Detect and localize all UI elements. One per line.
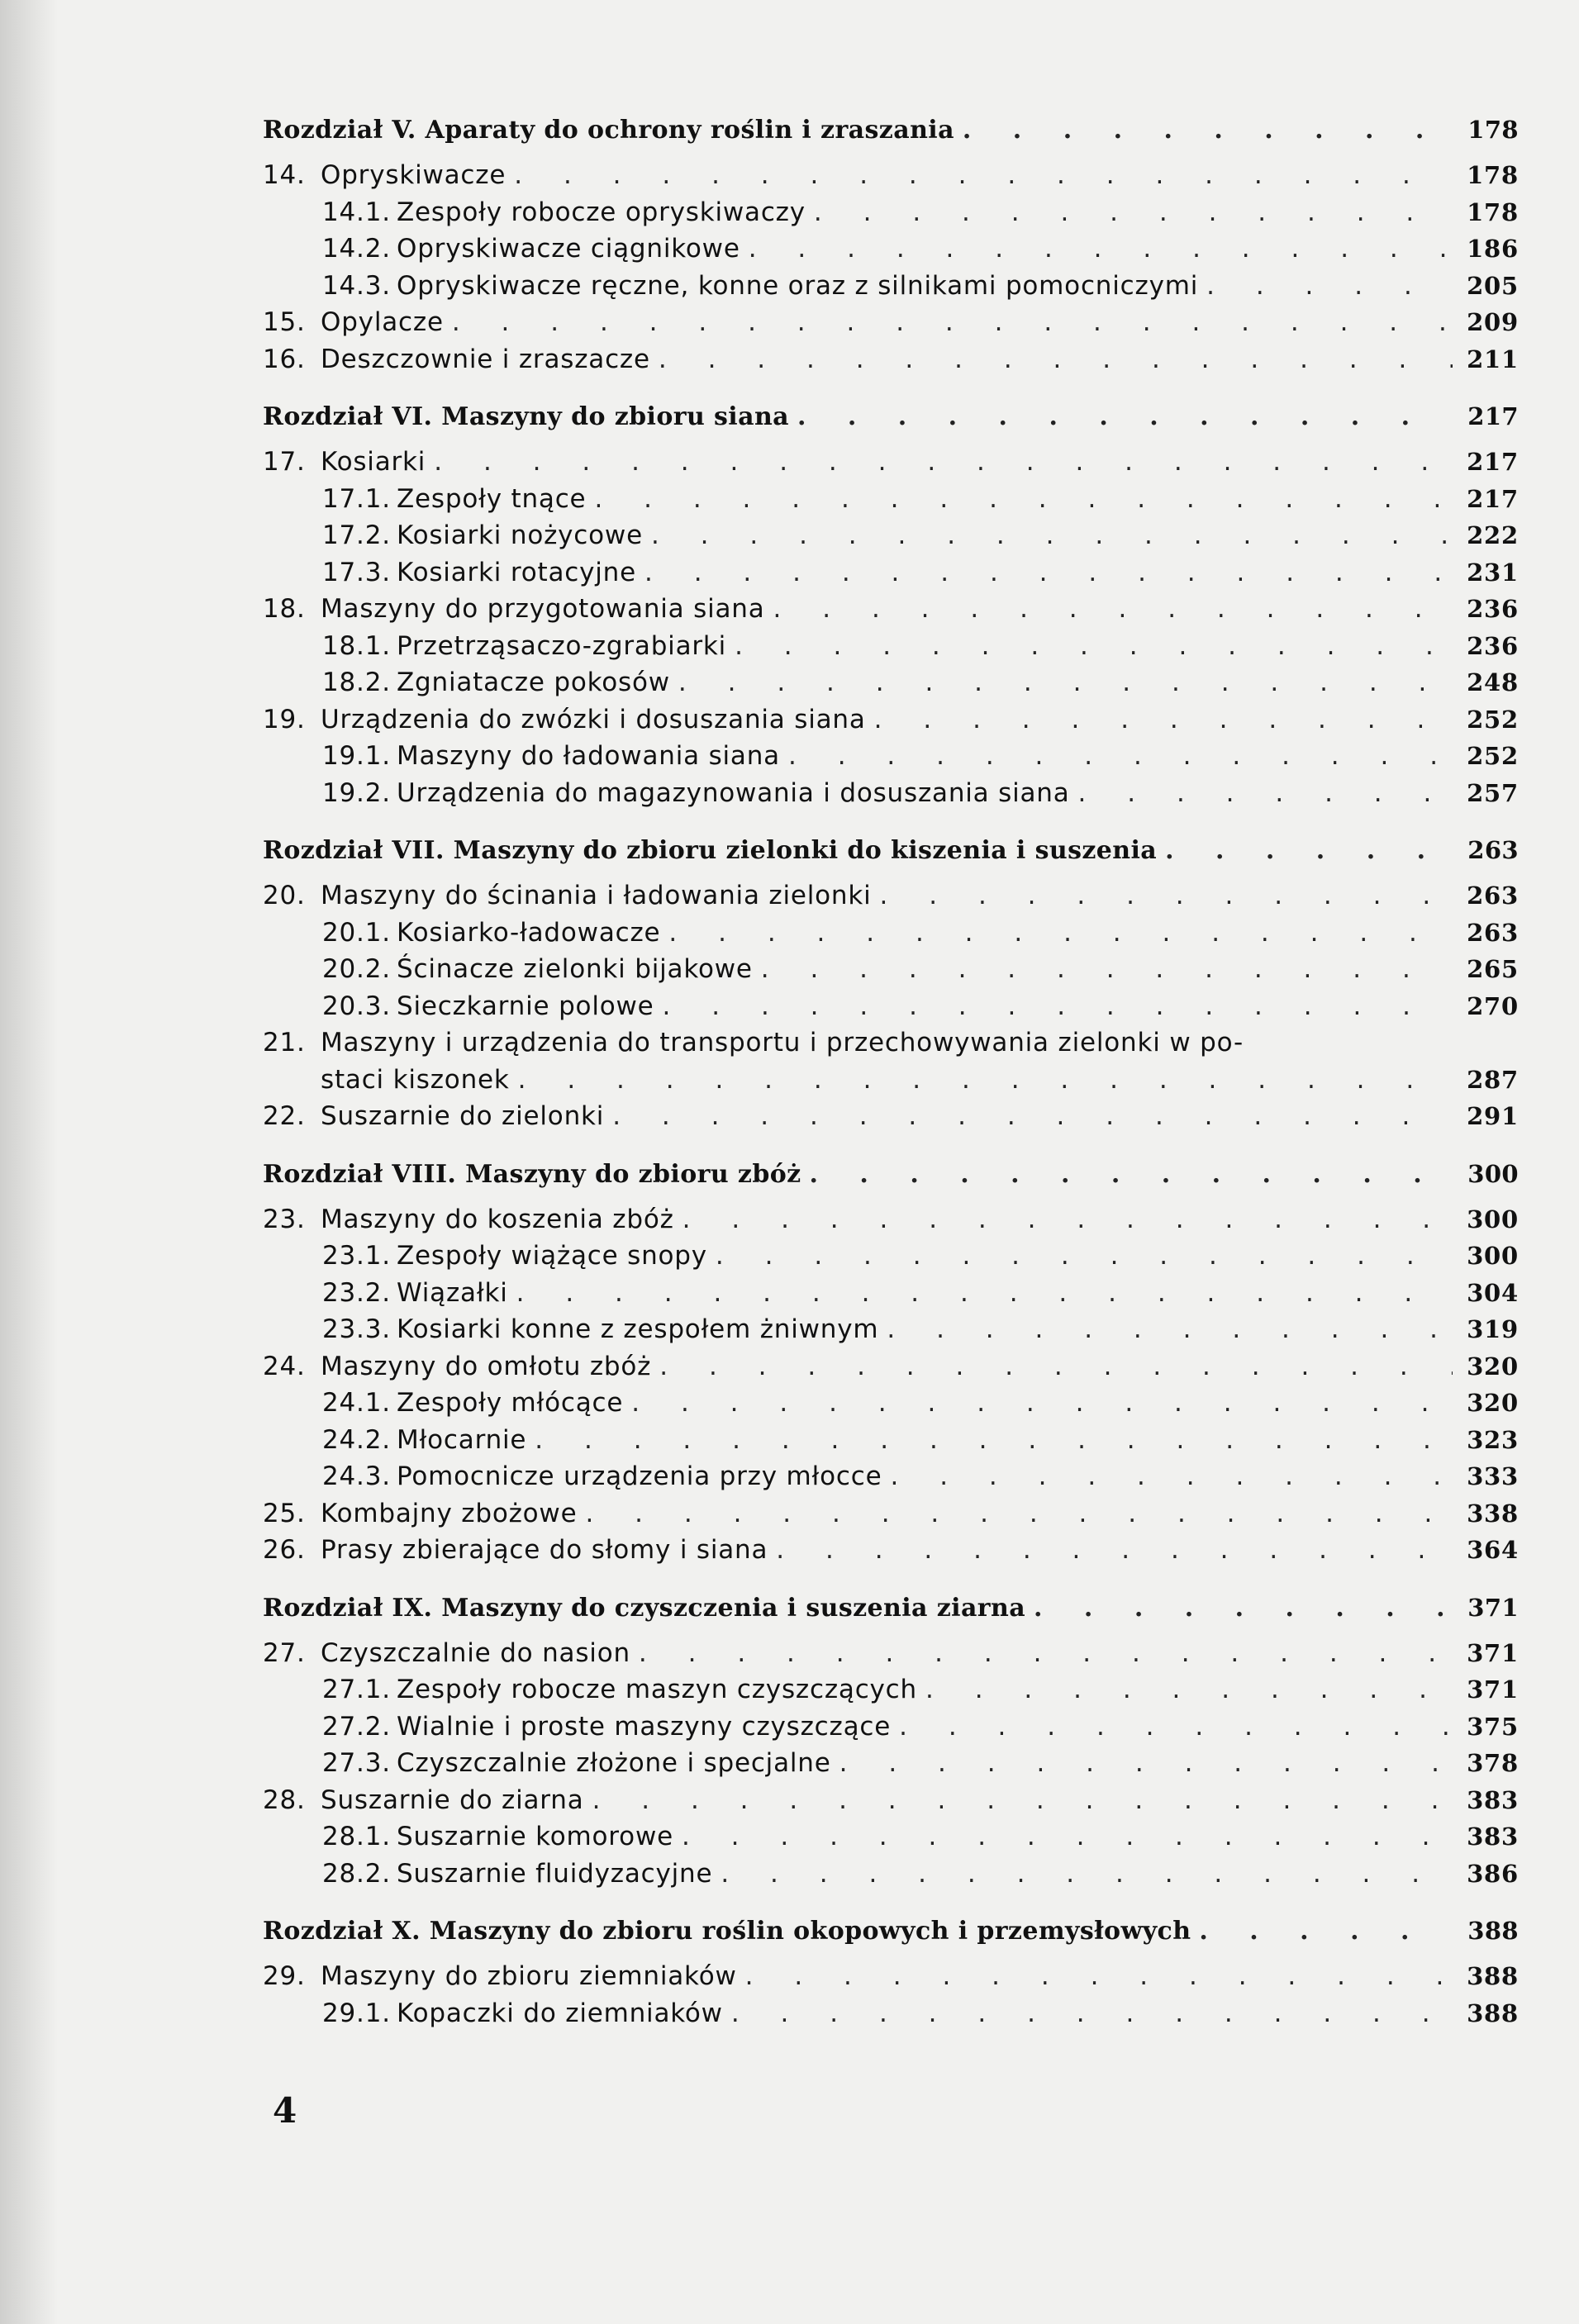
entry-title: Urządzenia do zwózki i dosuszania siana [321, 704, 866, 734]
entry-title: Zespoły robocze maszyn czyszczących [397, 1675, 917, 1704]
dot-leader [516, 1278, 1453, 1308]
entry-page-number: 378 [1467, 1749, 1519, 1777]
dot-leader [535, 1425, 1453, 1455]
chapter-title: Rozdział VI. Maszyny do zbioru siana [263, 402, 789, 431]
toc-entry [263, 1535, 1519, 1572]
entry-number: 18.1. [322, 630, 391, 661]
entry-page-number: 263 [1467, 882, 1519, 910]
toc-entry [263, 1314, 1519, 1352]
toc-entry [263, 1241, 1519, 1278]
entry-page-number: 383 [1467, 1785, 1519, 1814]
dot-leader [663, 991, 1453, 1021]
dot-leader [731, 1998, 1453, 2028]
entry-number: 27.1. [322, 1675, 391, 1704]
entry-title: Suszarnie fluidyzacyjne [397, 1858, 713, 1889]
entry-number: 27.2. [322, 1711, 391, 1742]
toc-entry [263, 1859, 1519, 1896]
toc-entry [263, 1638, 1519, 1675]
dot-leader [749, 234, 1453, 264]
entry-number: 19.2. [322, 777, 391, 808]
dot-leader [651, 520, 1453, 550]
dot-leader [644, 558, 1453, 587]
entry-page-number: 386 [1467, 1859, 1519, 1888]
entry-page-number: 263 [1467, 918, 1519, 947]
toc-entry [263, 197, 1519, 235]
dot-leader [874, 705, 1453, 734]
entry-page-number: 205 [1467, 271, 1519, 300]
entry-page-number: 252 [1467, 705, 1519, 734]
dot-leader [1206, 271, 1453, 301]
entry-page-number: 371 [1467, 1675, 1519, 1704]
dot-leader [1078, 778, 1453, 808]
chapter-page-number: 263 [1467, 836, 1519, 864]
chapter-page-number: 300 [1467, 1159, 1519, 1188]
entry-page-number: 252 [1467, 742, 1519, 770]
toc-entry [263, 1998, 1519, 2036]
table-of-contents [263, 116, 1519, 2035]
dot-leader [668, 918, 1453, 948]
entry-number: 18. [263, 594, 306, 624]
chapter-title: Rozdział IX. Maszyny do czyszczenia i suszenia ziarna [263, 1593, 1026, 1623]
entry-page-number: 300 [1467, 1242, 1519, 1270]
entry-number: 27. [263, 1637, 306, 1668]
dot-leader [1165, 836, 1453, 865]
entry-number: 20.3. [322, 991, 391, 1021]
toc-entry [263, 1961, 1519, 1998]
chapter-page-number: 371 [1467, 1593, 1519, 1622]
entry-title: Opryskiwacze ręczne, konne oraz z silnikami pomocniczymi [397, 270, 1199, 301]
dot-leader [518, 1065, 1453, 1095]
entry-number: 21. [263, 1028, 306, 1057]
entry-number: 20. [263, 881, 306, 910]
toc-entry [263, 1065, 1519, 1102]
dot-leader [1199, 1917, 1453, 1946]
entry-number: 29. [263, 1961, 306, 1991]
entry-page-number: 333 [1467, 1462, 1519, 1490]
entry-number: 23.1. [322, 1241, 391, 1271]
toc-entry [263, 954, 1519, 991]
page-number: 4 [273, 2090, 297, 2131]
dot-leader [631, 1388, 1453, 1418]
entry-page-number: 371 [1467, 1638, 1519, 1667]
entry-number: 22. [263, 1101, 306, 1131]
entry-number: 17.1. [322, 483, 391, 514]
entry-title: Młocarnie [397, 1424, 527, 1455]
toc-entry [263, 1352, 1519, 1389]
toc-entry [263, 234, 1519, 271]
dot-leader [797, 402, 1453, 431]
toc-entry [263, 345, 1519, 382]
entry-number: 18.2. [322, 668, 391, 697]
dot-leader [788, 741, 1453, 771]
dot-leader [678, 668, 1453, 697]
entry-number: 23. [263, 1204, 306, 1234]
toc-entry [263, 1675, 1519, 1712]
dot-leader [1034, 1594, 1453, 1623]
entry-number: 25. [263, 1498, 306, 1528]
entry-number: 28.1. [322, 1822, 391, 1851]
entry-number: 19. [263, 704, 306, 734]
entry-page-number: 388 [1467, 1998, 1519, 2027]
entry-number: 14. [263, 160, 306, 190]
toc-entry [263, 307, 1519, 345]
entry-page-number: 300 [1467, 1205, 1519, 1233]
toc-entry [263, 594, 1519, 631]
dot-leader [716, 1241, 1453, 1271]
toc-entry [263, 631, 1519, 668]
dot-leader [891, 1461, 1453, 1491]
entry-title: Wialnie i proste maszyny czyszczące [397, 1711, 892, 1742]
chapter-heading [263, 1160, 1519, 1196]
entry-page-number: 231 [1467, 558, 1519, 587]
entry-number: 23.2. [322, 1277, 391, 1308]
entry-title: Kombajny zbożowe [321, 1498, 578, 1528]
toc-entry [263, 705, 1519, 742]
entry-number: 24.2. [322, 1424, 391, 1455]
entry-title: Suszarnie do zielonki [321, 1101, 605, 1131]
entry-number: 28. [263, 1785, 306, 1815]
dot-leader [776, 1535, 1453, 1565]
entry-number: 19.1. [322, 741, 391, 771]
entry-number: 29.1. [322, 1998, 391, 2028]
chapter-title: Rozdział V. Aparaty do ochrony roślin i zraszania [263, 116, 954, 145]
toc-entry [263, 1712, 1519, 1749]
chapter-heading [263, 1917, 1519, 1953]
entry-number: 14.2. [322, 234, 391, 264]
toc-entry [263, 1425, 1519, 1462]
toc-entry [263, 1101, 1519, 1138]
entry-title: Kopaczki do ziemniaków [397, 1998, 723, 2028]
chapter-page-number: 178 [1467, 116, 1519, 144]
entry-number: 20.1. [322, 917, 391, 948]
dot-leader [721, 1859, 1453, 1889]
toc-entry [263, 160, 1519, 197]
dot-leader [585, 1499, 1453, 1528]
dot-leader [963, 116, 1453, 145]
entry-title: Deszczownie i zraszacze [321, 344, 650, 374]
toc-entry [263, 1822, 1519, 1859]
entry-title: Maszyny do ścinania i ładowania zielonki [321, 881, 872, 910]
entry-number: 24. [263, 1351, 306, 1381]
dot-leader [839, 1748, 1453, 1778]
entry-title: Opryskiwacze [321, 160, 507, 190]
entry-number: 17.2. [322, 520, 391, 550]
dot-leader [592, 1785, 1453, 1815]
entry-title: Zespoły tnące [397, 483, 587, 514]
dot-leader [612, 1101, 1453, 1131]
entry-number: 14.1. [322, 197, 391, 227]
entry-page-number: 319 [1467, 1315, 1519, 1343]
toc-entry [263, 778, 1519, 815]
toc-entry [263, 1748, 1519, 1785]
entry-number: 17. [263, 447, 306, 477]
entry-title: Zespoły młócące [397, 1388, 624, 1418]
toc-entry [263, 1388, 1519, 1425]
entry-page-number: 217 [1467, 484, 1519, 513]
entry-number: 26. [263, 1535, 306, 1565]
dot-leader [899, 1712, 1453, 1742]
entry-page-number: 375 [1467, 1712, 1519, 1741]
entry-title: Maszyny do omłotu zbóż [321, 1351, 652, 1381]
entry-page-number: 265 [1467, 955, 1519, 983]
entry-page-number: 338 [1467, 1499, 1519, 1528]
entry-title: Prasy zbierające do słomy i siana [321, 1535, 768, 1565]
entry-page-number: 287 [1467, 1065, 1519, 1094]
dot-leader [810, 1160, 1453, 1189]
dot-leader [682, 1205, 1453, 1234]
toc-entry [263, 1785, 1519, 1823]
entry-title: Kosiarki nożycowe [397, 520, 643, 550]
dot-leader [925, 1675, 1453, 1704]
dot-leader [682, 1822, 1453, 1851]
dot-leader [514, 160, 1453, 190]
entry-page-number: 248 [1467, 668, 1519, 696]
chapter-page-number: 388 [1467, 1917, 1519, 1945]
entry-title: Kosiarki konne z zespołem żniwnym [397, 1314, 879, 1344]
entry-page-number: 217 [1467, 448, 1519, 476]
entry-title: Maszyny do przygotowania siana [321, 594, 765, 624]
entry-title: Maszyny do ładowania siana [397, 741, 780, 771]
entry-title: Kosiarki rotacyjne [397, 557, 636, 587]
dot-leader [773, 594, 1453, 624]
chapter-heading [263, 402, 1519, 439]
entry-number: 27.3. [322, 1748, 391, 1778]
entry-title: Maszyny do zbioru ziemniaków [321, 1961, 737, 1991]
entry-title: Zgniatacze pokosów [397, 668, 670, 697]
entry-number: 23.3. [322, 1314, 391, 1344]
toc-entry [263, 668, 1519, 705]
entry-page-number: 236 [1467, 631, 1519, 660]
entry-title: Pomocnicze urządzenia przy młocce [397, 1461, 882, 1491]
dot-leader [594, 484, 1453, 514]
entry-title: Kosiarki [321, 447, 426, 477]
entry-page-number: 211 [1467, 345, 1519, 373]
dot-leader [659, 345, 1453, 374]
dot-leader [434, 447, 1453, 477]
chapter-title: Rozdział VII. Maszyny do zbioru zielonki do kiszenia i suszenia [263, 836, 1158, 865]
entry-title: Maszyny do koszenia zbóż [321, 1204, 674, 1234]
entry-title: Zespoły wiążące snopy [397, 1241, 707, 1271]
toc-entry [263, 1205, 1519, 1242]
entry-page-number: 257 [1467, 778, 1519, 807]
entry-title: Suszarnie do ziarna [321, 1785, 584, 1815]
entry-number: 28.2. [322, 1858, 391, 1889]
entry-title: Kosiarko-ładowacze [397, 917, 661, 948]
entry-title: Zespoły robocze opryskiwaczy [397, 197, 806, 227]
entry-page-number: 323 [1467, 1425, 1519, 1454]
entry-number: 16. [263, 344, 306, 374]
entry-page-number: 320 [1467, 1389, 1519, 1417]
toc-entry [263, 991, 1519, 1029]
entry-title: Urządzenia do magazynowania i dosuszania siana [397, 777, 1070, 808]
toc-entry [263, 484, 1519, 521]
entry-number: 24.1. [322, 1388, 391, 1418]
chapter-heading [263, 836, 1519, 872]
dot-leader [745, 1961, 1453, 1991]
toc-entry [263, 1028, 1519, 1065]
chapter-heading [263, 1594, 1519, 1630]
entry-title: Przetrząsaczo-zgrabiarki [397, 630, 727, 661]
entry-title: Sieczkarnie polowe [397, 991, 654, 1021]
toc-entry [263, 1499, 1519, 1536]
toc-entry [263, 1278, 1519, 1315]
toc-entry [263, 447, 1519, 484]
dot-leader [761, 954, 1453, 984]
dot-leader [880, 881, 1453, 910]
entry-page-number: 388 [1467, 1962, 1519, 1990]
entry-title: Ścinacze zielonki bijakowe [397, 954, 753, 984]
toc-entry [263, 1461, 1519, 1499]
entry-page-number: 320 [1467, 1352, 1519, 1381]
entry-number: 20.2. [322, 954, 391, 984]
entry-title: Opylacze [321, 307, 444, 337]
chapter-page-number: 217 [1467, 402, 1519, 430]
entry-title: Suszarnie komorowe [397, 1822, 673, 1851]
dot-leader [887, 1314, 1453, 1344]
dot-leader [452, 307, 1453, 337]
entry-page-number: 209 [1467, 308, 1519, 336]
entry-page-number: 304 [1467, 1278, 1519, 1307]
toc-entry [263, 558, 1519, 595]
entry-page-number: 178 [1467, 197, 1519, 226]
dot-leader [659, 1352, 1453, 1381]
entry-title: Czyszczalnie złożone i specjalne [397, 1748, 831, 1778]
dot-leader [639, 1638, 1453, 1668]
toc-entry [263, 271, 1519, 308]
entry-number: 15. [263, 307, 306, 337]
entry-title: Maszyny i urządzenia do transportu i przechowywania zielonki w po- [321, 1028, 1244, 1057]
entry-title: Opryskiwacze ciągnikowe [397, 234, 740, 264]
entry-title: staci kiszonek [321, 1064, 510, 1095]
toc-entry [263, 741, 1519, 778]
entry-page-number: 186 [1467, 235, 1519, 263]
entry-page-number: 383 [1467, 1823, 1519, 1851]
toc-entry [263, 520, 1519, 558]
entry-title: Wiązałki [397, 1277, 508, 1308]
entry-page-number: 236 [1467, 595, 1519, 623]
entry-page-number: 291 [1467, 1102, 1519, 1130]
chapter-title: Rozdział X. Maszyny do zbioru roślin okopowych i przemysłowych [263, 1917, 1191, 1946]
entry-number: 17.3. [322, 557, 391, 587]
chapter-heading [263, 116, 1519, 152]
entry-title: Czyszczalnie do nasion [321, 1637, 630, 1668]
entry-page-number: 270 [1467, 991, 1519, 1020]
toc-entry [263, 881, 1519, 918]
entry-page-number: 178 [1467, 161, 1519, 189]
entry-page-number: 364 [1467, 1536, 1519, 1564]
entry-number: 14.3. [322, 270, 391, 301]
toc-entry [263, 918, 1519, 955]
entry-page-number: 222 [1467, 521, 1519, 549]
dot-leader [735, 631, 1453, 661]
dot-leader [814, 197, 1453, 227]
chapter-title: Rozdział VIII. Maszyny do zbioru zbóż [263, 1159, 801, 1189]
entry-number: 24.3. [322, 1461, 391, 1491]
